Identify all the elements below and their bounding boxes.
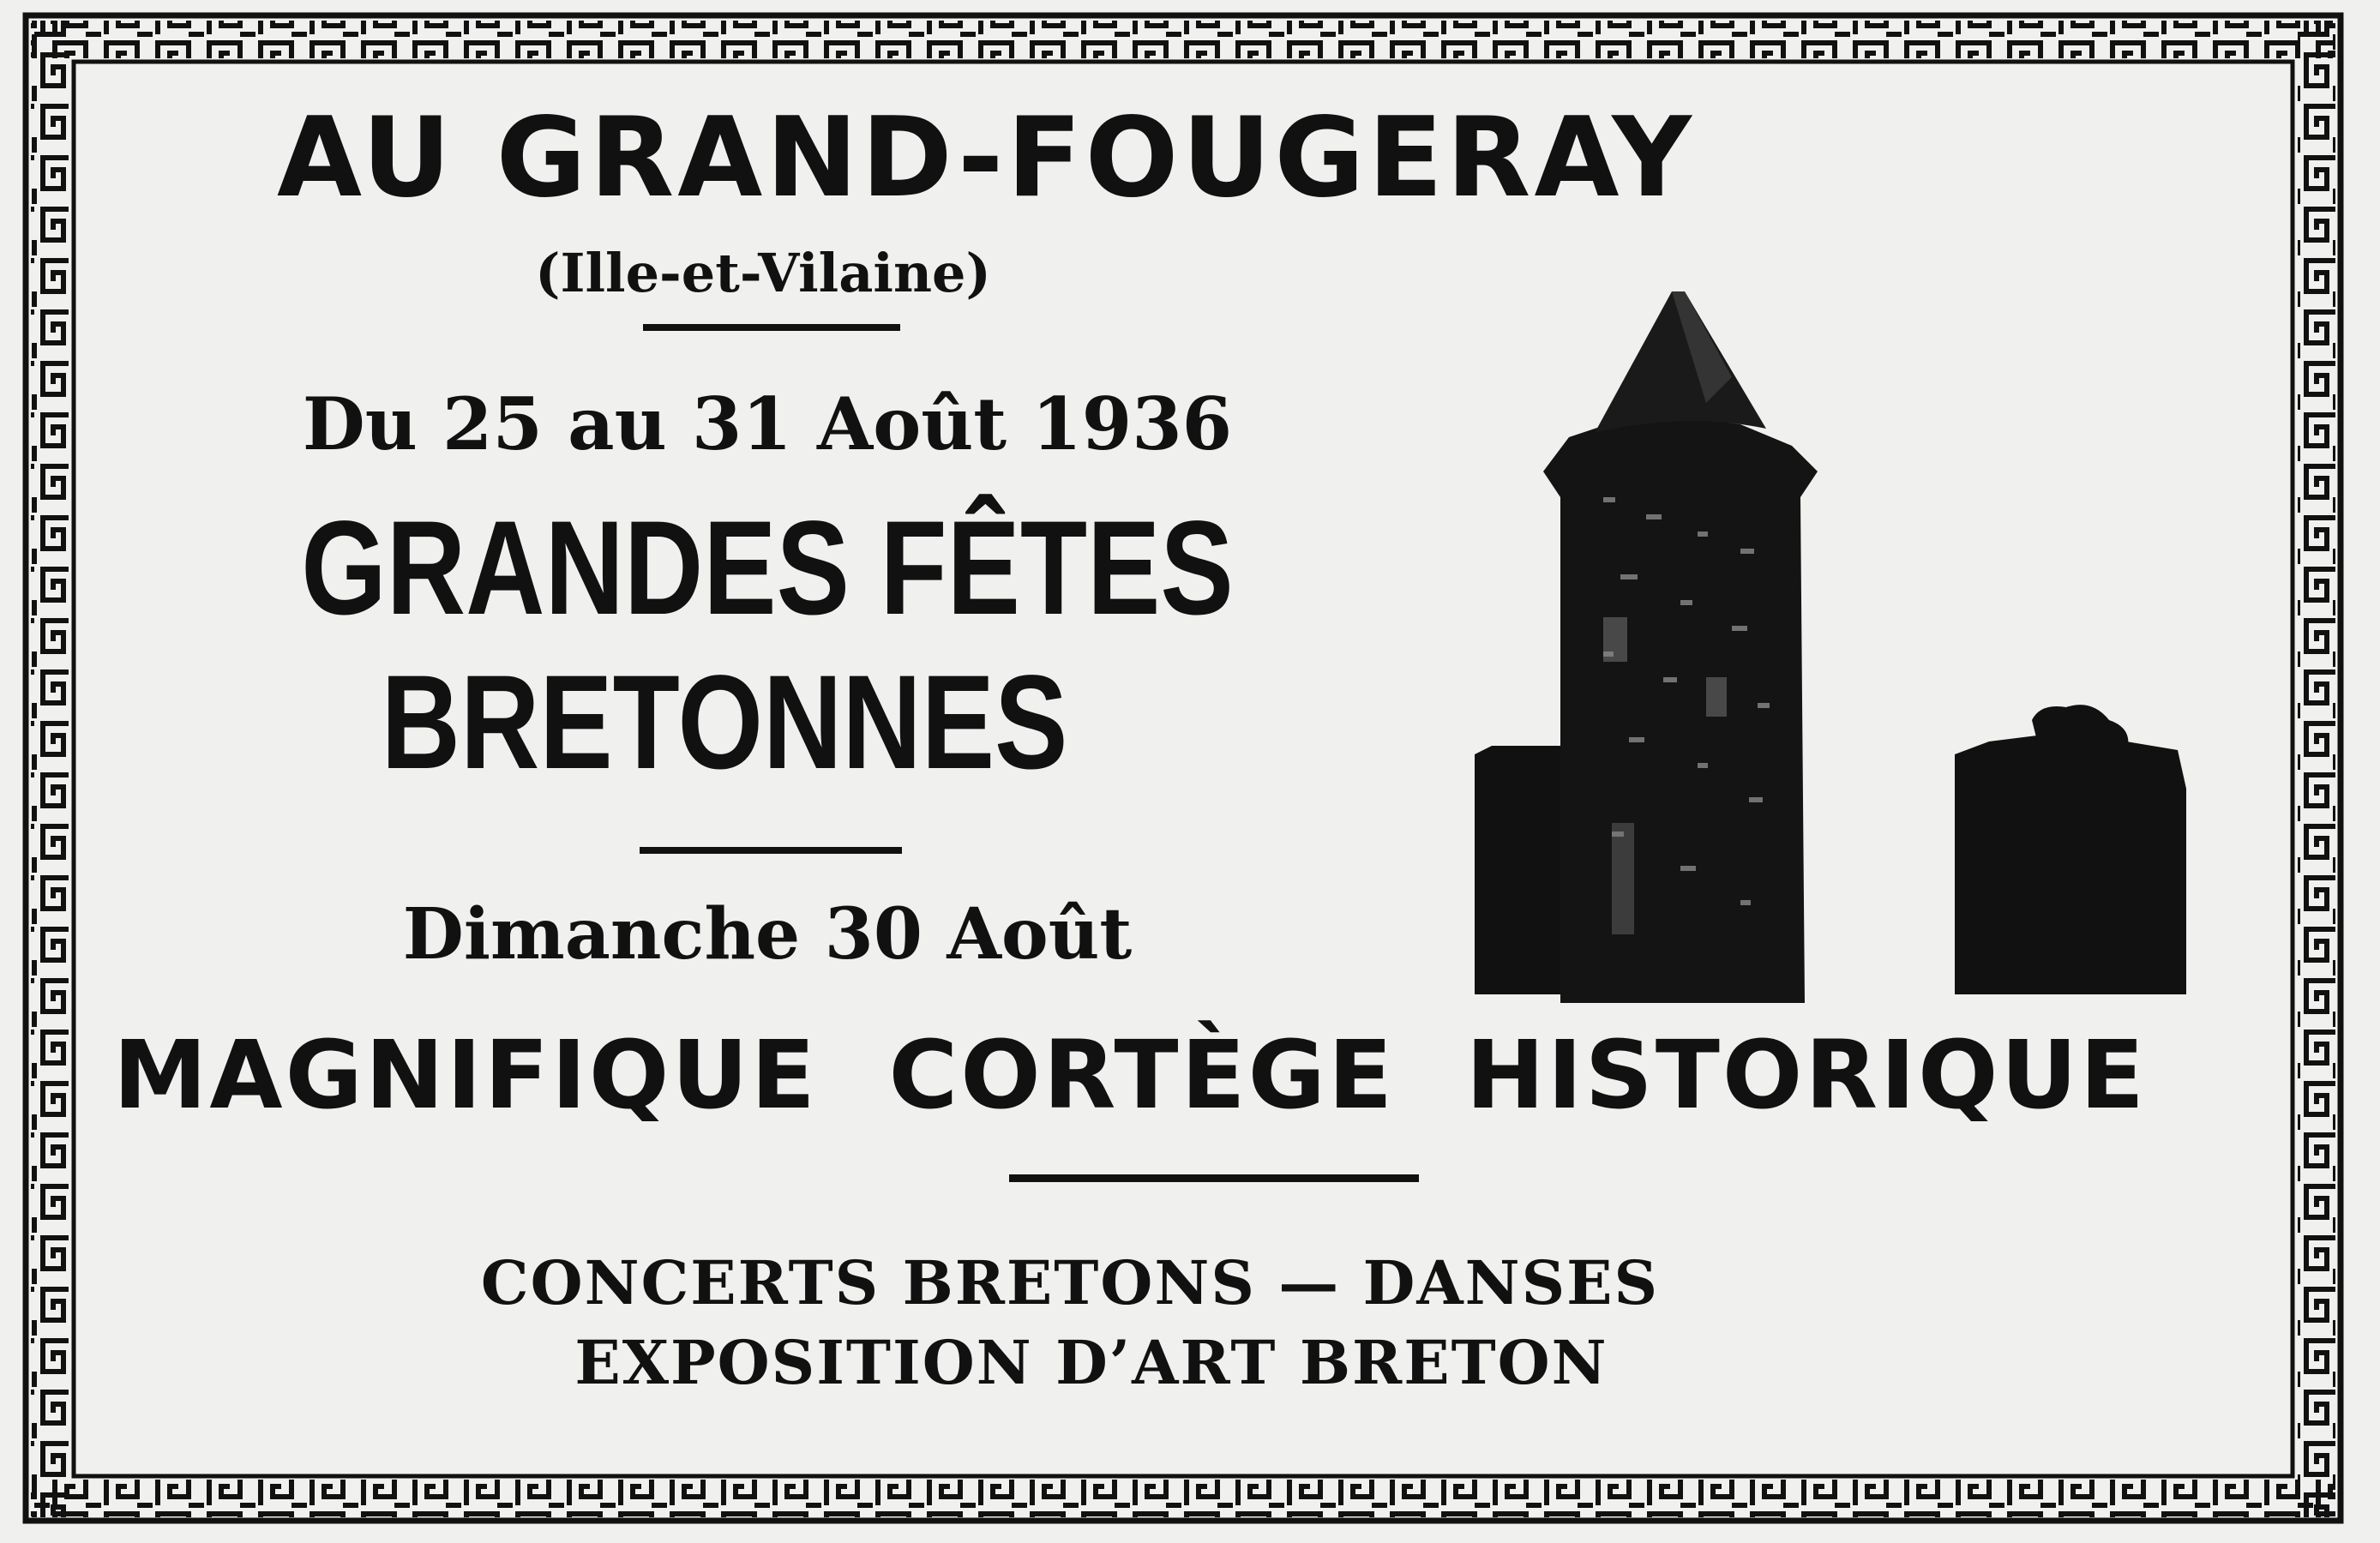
program-line-1: CONCERTS BRETONS — DANSES: [480, 1247, 1660, 1318]
divider-rule: [1009, 1174, 1419, 1182]
event-highlight: MAGNIFIQUE CORTÈGE HISTORIQUE: [112, 1020, 2148, 1130]
poster-title: AU GRAND-FOUGERAY: [277, 94, 1695, 222]
poster-subtitle: (Ille-et-Vilaine): [535, 242, 991, 304]
event-day: Dimanche 30 Août: [402, 893, 1133, 976]
divider-rule: [640, 847, 902, 854]
program-line-2: EXPOSITION D’ART BRETON: [574, 1327, 1608, 1398]
headline-line-1: GRANDES FÊTES: [301, 494, 1234, 643]
tower-illustration: [1475, 274, 2203, 1020]
divider-rule: [643, 324, 900, 331]
event-dates: Du 25 au 31 Août 1936: [302, 381, 1233, 466]
headline-line-2: BRETONNES: [381, 648, 1068, 797]
